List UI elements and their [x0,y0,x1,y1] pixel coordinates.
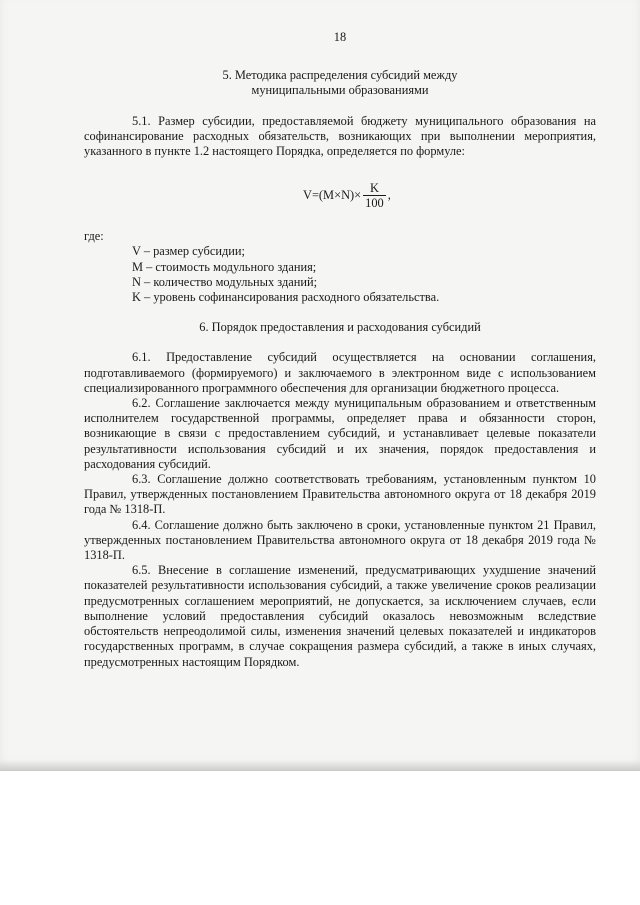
paragraph-6-2: 6.2. Соглашение заключается между муниципальным образованием и ответственным исполнителем государственной программы, определяет права и обязанности сторон, возникающие в связи с предоставлением субсидий, и устанавливает целевые показатели результативности использования субсидий и их значения, порядок предоставления и расходования субсидий. [84,396,596,471]
paragraph-6-1: 6.1. Предоставление субсидий осуществляется на основании соглашения, подготавливаемого (формируемого) и заключаемого в электронном виде с использованием специализированного программного обеспечения для организации бюджетного процесса. [84,350,596,395]
legend-item: N – количество модульных зданий; [132,274,318,289]
legend-item: М – стоимость модульного здания; [132,259,317,274]
paragraph-6-4: 6.4. Соглашение должно быть заключено в сроки, установленные пунктом 21 Правил, утвержденных постановлением Правительства автономного округа от 18 декабря 2019 года № 1318-П. [84,517,596,563]
page-number: 18 [333,30,347,44]
formula-fraction [363,181,386,210]
formula-trailing-comma: , [387,188,391,203]
legend-item: V – размер субсидии; [132,244,245,259]
where-label: где: [84,229,104,244]
section-5-heading-line2: муниципальными образованиями [251,83,429,98]
document-page [84,30,596,670]
legend-item: K – уровень софинансирования расходного обязательства. [132,290,440,305]
section-5-heading-line1: 5. Методика распределения субсидий между [222,68,458,83]
formula-denominator: 100 [365,196,384,211]
paragraph-5-1: 5.1. Размер субсидии, предоставляемой бюджету муниципального образования на софинансирование расходных обязательств, возникающих при выполнении мероприятия, указанного в пункте 1.2 настоящего Порядка, определяется по формуле: [84,113,596,159]
paragraph-6-5: 6.5. Внесение в соглашение изменений, предусматривающих ухудшение значений показателей результативности использования субсидий, а также увеличение сроков реализации предусмотренных соглашением мероприятий, не допускается, за исключением случаев, если выполнение условий предоставления субсидий оказалось невозможным вследствие обстоятельств непреодолимой силы, изменения значений целевых показателей и индикаторов государственных программ, в случае сокращения размера субсидий, а также в иных случаях, предусмотренных настоящим Порядком. [84,563,596,669]
section-5-heading [84,68,596,98]
formula-lhs: V=(M×N)× [303,188,362,203]
subsidy-formula [84,159,596,229]
paragraph-6-3: 6.3. Соглашение должно соответствовать требованиям, установленным пунктом 10 Правил, утвержденных постановлением Правительства автономного округа от 18 декабря 2019 года № 1318-П. [84,472,596,517]
formula-numerator: K [369,181,379,196]
section-6-heading: 6. Порядок предоставления и расходования субсидий [199,320,481,335]
